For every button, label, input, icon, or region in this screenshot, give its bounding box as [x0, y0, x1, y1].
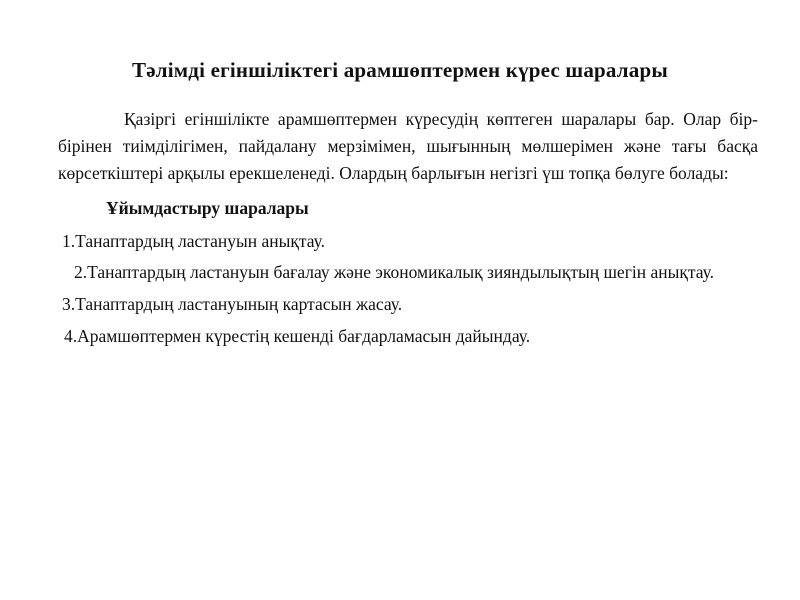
- slide-body: [58, 106, 758, 350]
- list-item: 2.Танаптардың ластануын бағалау және экономикалық зияндылықтың шегін анықтау.: [74, 262, 714, 282]
- list-item: 3.Танаптардың ластануының картасын жасау.: [62, 294, 403, 314]
- section-subheading: Ұйымдастыру шаралары: [106, 198, 309, 218]
- slide-title: Тәлімді егіншіліктегі арамшөптермен күрес шаралары: [132, 58, 668, 82]
- intro-paragraph: Қазіргі егіншілікте арамшөптермен күресудің көптеген шаралары бар. Олар бір-бірінен тиімділігімен, пайдалану мерзімімен, шығынның мөлшерімен және тағы басқа көрсеткіштері арқылы ерекшеленеді. Олардың барлығын негізгі үш топқа бөлуге болады:: [58, 109, 758, 183]
- list-item: 1.Танаптардың ластануын анықтау.: [62, 231, 325, 251]
- list-item: 4.Арамшөптермен күрестің кешенді бағдарламасын дайындау.: [64, 326, 531, 346]
